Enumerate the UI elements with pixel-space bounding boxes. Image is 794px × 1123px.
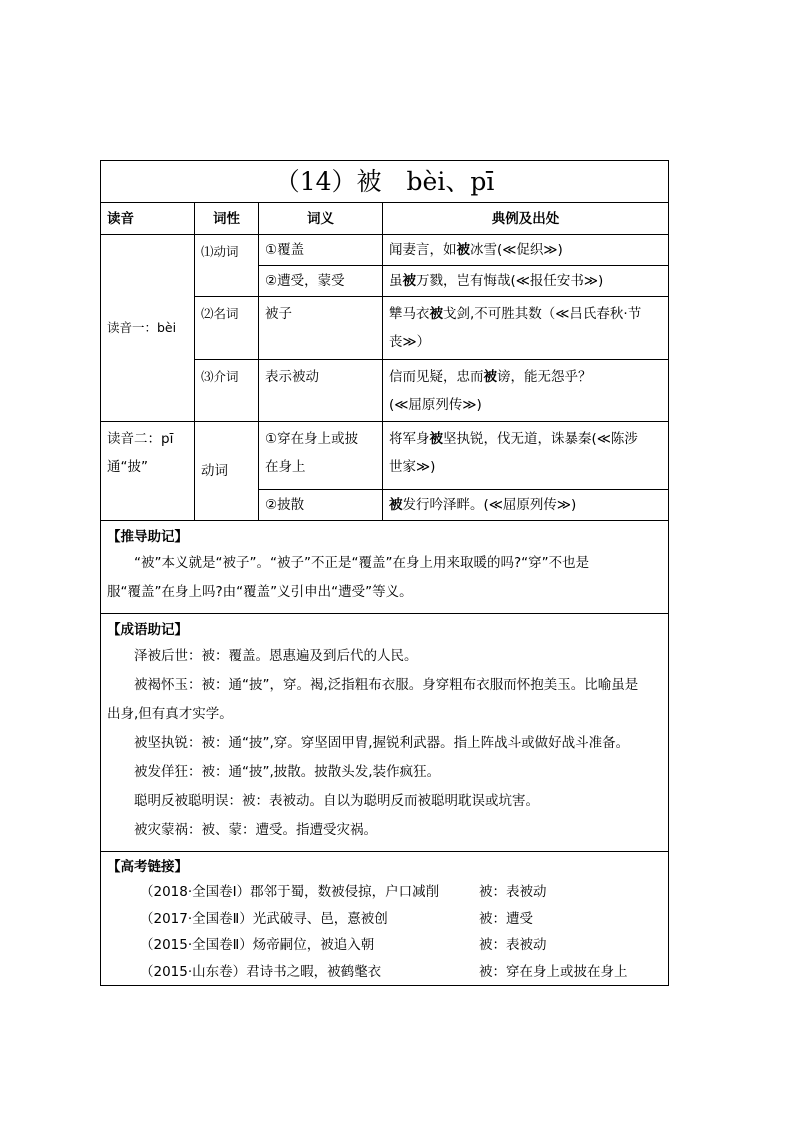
example-cell: 闻妻言，如被冰雪(≪促织≫)	[383, 235, 669, 266]
section-heading: 【推导助记】	[107, 529, 188, 545]
exam-item	[107, 932, 662, 959]
example-cell: 犨马衣被戈剑,不可胜其数（≪吕氏春秋·节 丧≫）	[383, 297, 669, 360]
idiom-line: 出身,但有真才实学。	[107, 706, 233, 722]
paragraph-line: “被”本义就是“被子”。“被子”不正是“覆盖”在身上用来取暖的吗?“穿”不也是	[134, 555, 590, 571]
header-reading: 读音	[101, 203, 195, 235]
paragraph-line: 服“覆盖”在身上吗?由“覆盖”义引申出“遭受”等义。	[107, 584, 413, 600]
meaning-cell: 被子	[259, 297, 383, 360]
idiom-line: 被发佯狂：被：通“披”,披散。披散头发,装作疯狂。	[134, 764, 441, 780]
exam-source: （2015·山东卷）君诗书之暇，被鹤氅衣	[140, 963, 382, 980]
exam-item	[107, 959, 662, 986]
exam-answer: 被：遭受	[479, 910, 533, 927]
exam-item	[107, 879, 662, 906]
header-row	[101, 203, 669, 235]
example-cell: 虽被万戮，岂有悔哉(≪报任安书≫)	[383, 266, 669, 297]
header-meaning: 词义	[259, 203, 383, 235]
idiom-line: 泽被后世：被：覆盖。恩惠遍及到后代的人民。	[134, 648, 418, 664]
derivation-section	[101, 521, 669, 614]
example-cell: 将军身被坚执锐，伐无道，诛暴秦(≪陈涉 世家≫)	[383, 422, 669, 490]
header-example: 典例及出处	[383, 203, 669, 235]
meaning-cell: ②遭受，蒙受	[259, 266, 383, 297]
reading-one-label: 读音一：bèi	[101, 235, 195, 422]
reading-two-label: 读音二：pī 通“披”	[101, 422, 195, 521]
meaning-cell: ①穿在身上或披 在身上	[259, 422, 383, 490]
idiom-line: 聪明反被聪明误：被：表被动。自以为聪明反而被聪明耽误或坑害。	[134, 793, 539, 809]
meaning-cell: ②披散	[259, 490, 383, 521]
idiom-line: 被灾蒙祸：被、蒙：遭受。指遭受灾祸。	[134, 822, 377, 838]
section-heading: 【成语助记】	[107, 622, 188, 638]
exam-item	[107, 906, 662, 933]
exam-link-section	[101, 852, 669, 986]
document-sheet	[100, 160, 668, 986]
pos-verb: ⑴动词	[195, 235, 259, 297]
exam-source: （2018·全国卷Ⅰ）郡邻于蜀，数被侵掠，户口减削	[140, 884, 440, 900]
exam-answer: 被：穿在身上或披在身上	[479, 963, 628, 980]
section-heading: 【高考链接】	[107, 859, 188, 875]
entry-title: （14）被 bèi、pī	[101, 161, 669, 203]
idiom-section	[101, 614, 669, 852]
pos-verb-pi: 动词	[195, 422, 259, 521]
exam-answer: 被：表被动	[479, 937, 547, 953]
example-cell: 信而见疑，忠而被谤，能无怨乎？ (≪屈原列传≫)	[383, 360, 669, 422]
idiom-line: 被坚执锐：被：通“披”,穿。穿坚固甲胄,握锐利武器。指上阵战斗或做好战斗准备。	[134, 735, 630, 751]
exam-source: （2015·全国卷Ⅱ）炀帝嗣位，被追入朝	[140, 937, 375, 953]
pos-noun: ⑵名词	[195, 297, 259, 360]
pos-preposition: ⑶介词	[195, 360, 259, 422]
example-cell: 被发行吟泽畔。(≪屈原列传≫)	[383, 490, 669, 521]
idiom-line: 被褐怀玉：被：通“披”，穿。褐,泛指粗布衣服。身穿粗布衣服而怀抱美玉。比喻虽是	[134, 677, 639, 693]
word-table	[100, 160, 669, 986]
exam-source: （2017·全国卷Ⅱ）光武破寻、邑，憙被创	[140, 910, 388, 927]
meaning-cell: 表示被动	[259, 360, 383, 422]
exam-answer: 被：表被动	[479, 884, 547, 900]
meaning-cell: ①覆盖	[259, 235, 383, 266]
header-pos: 词性	[195, 203, 259, 235]
